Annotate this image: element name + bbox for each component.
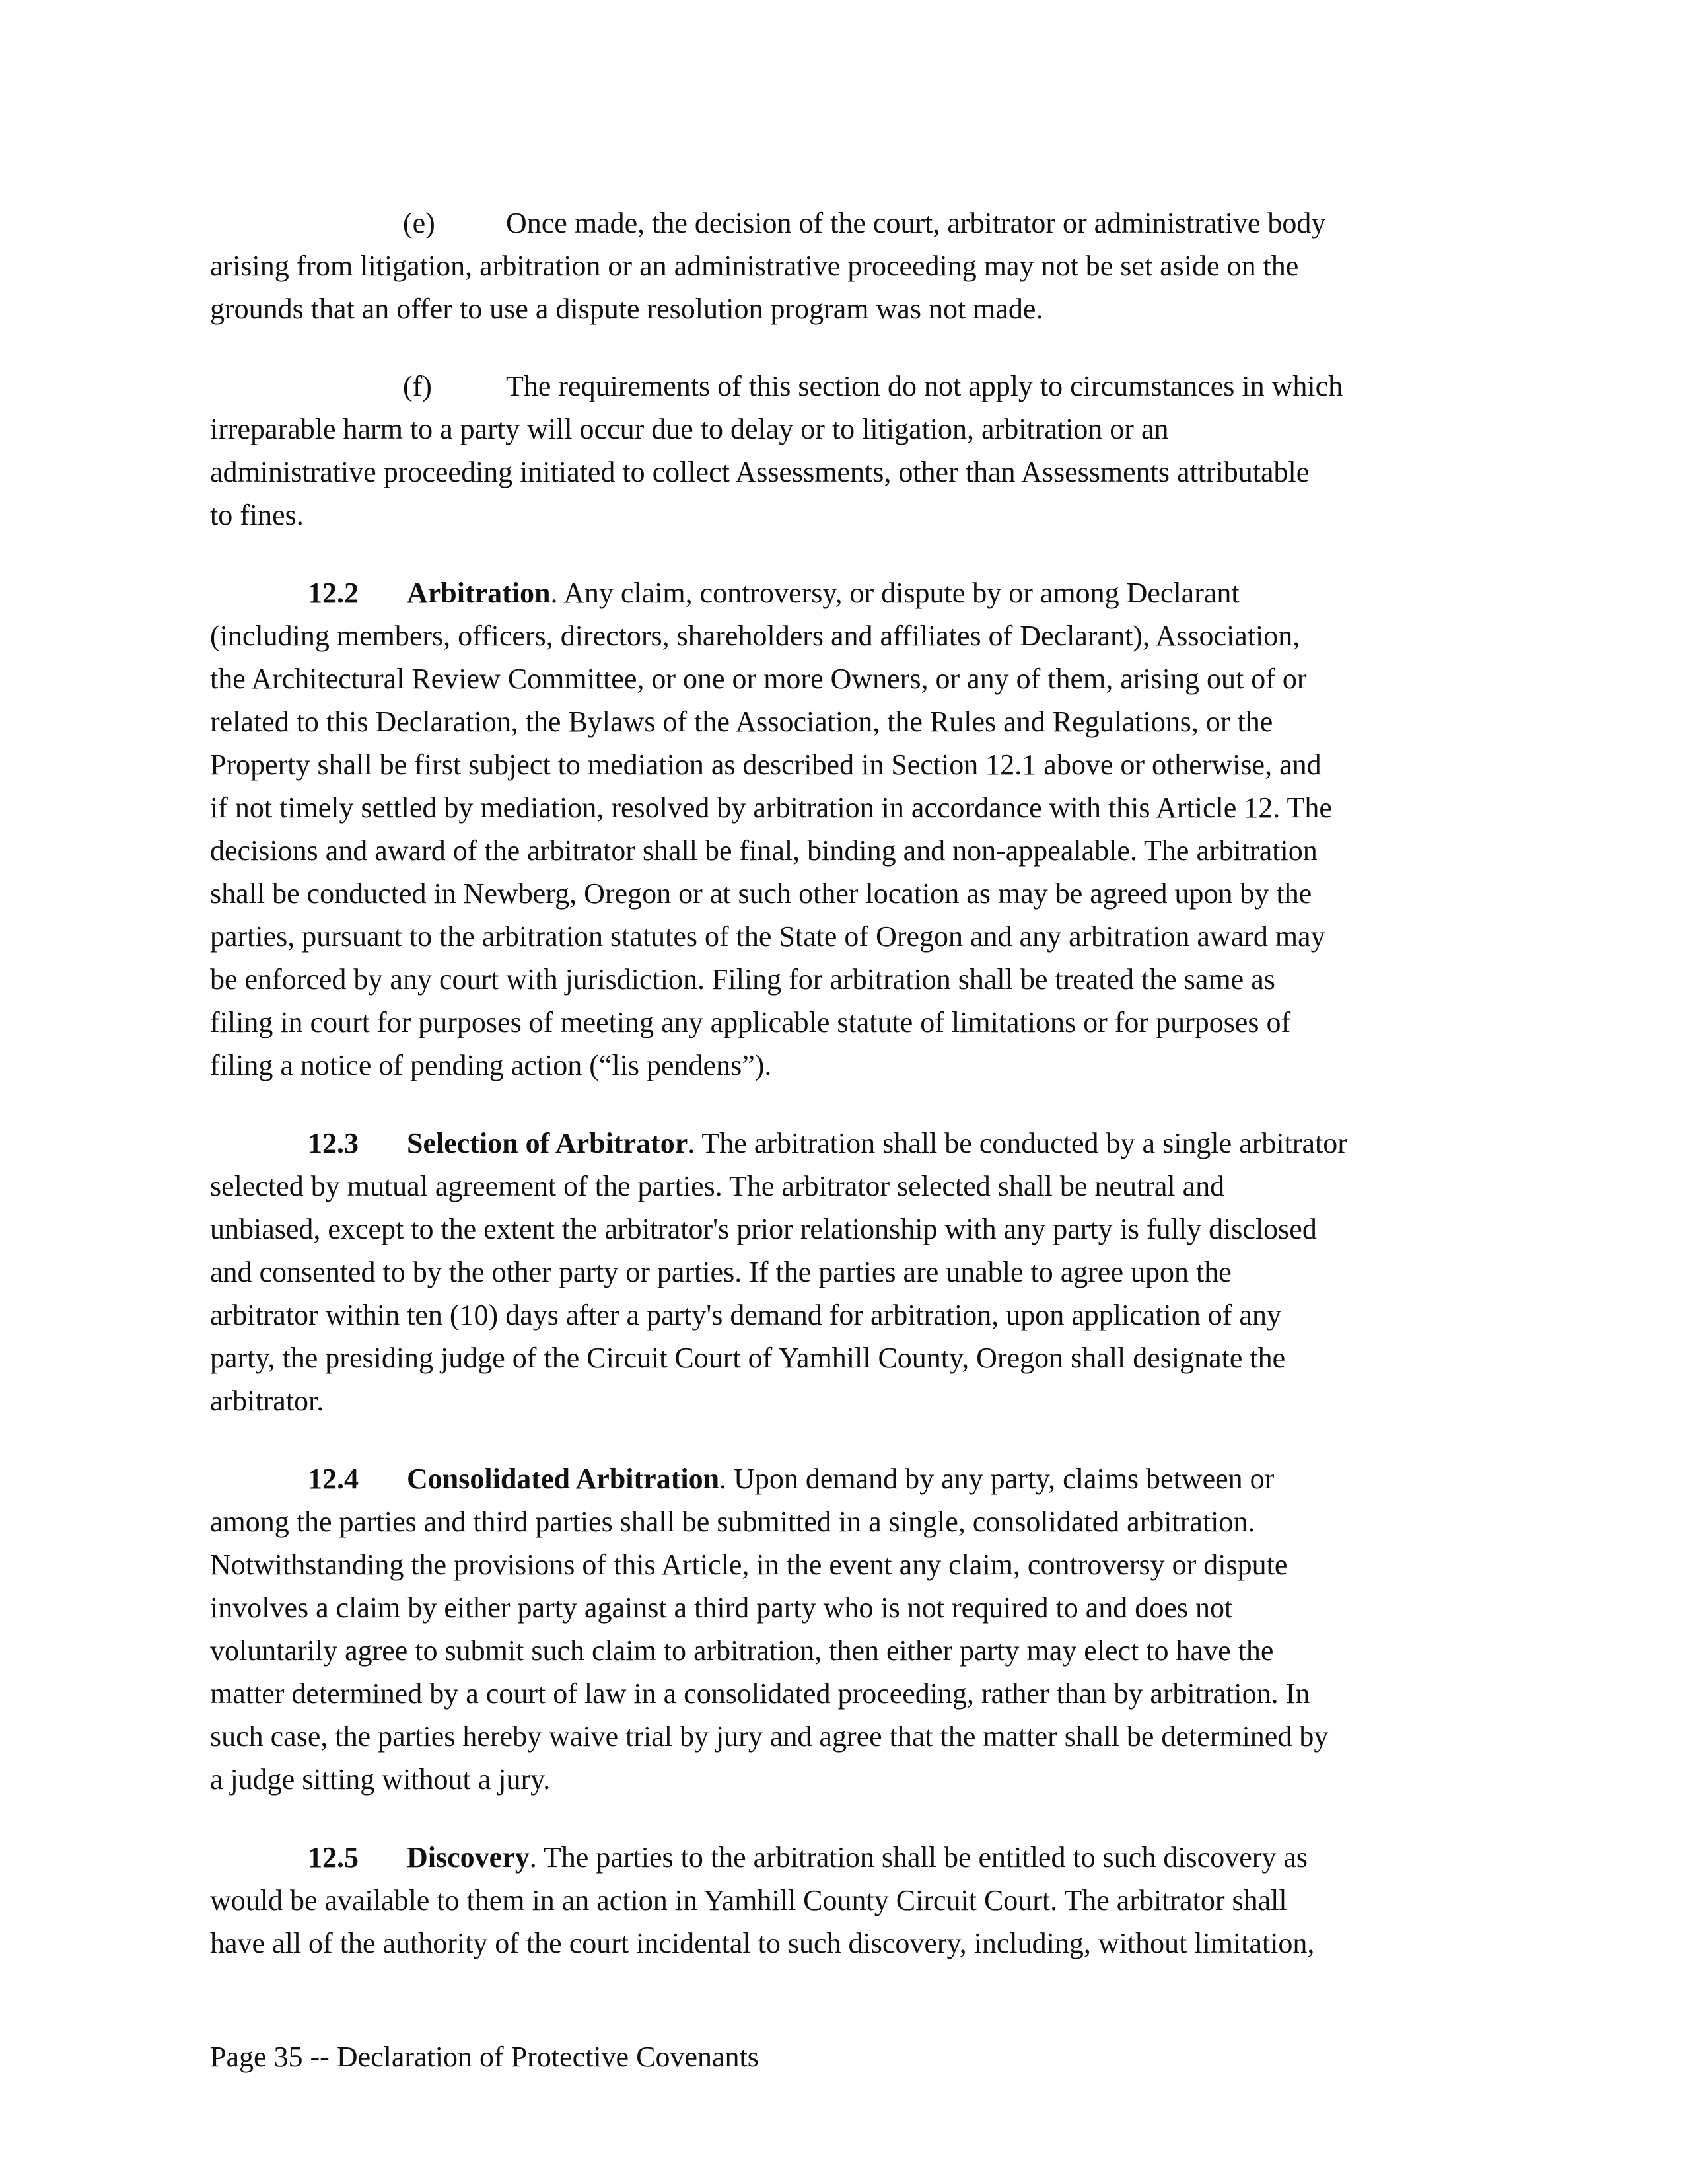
subsection-f-marker: (f) [403,370,432,402]
section-12-4-first-line-text: . Upon demand by any party, claims between or [719,1463,1275,1495]
section-12-5-heading: Discovery [407,1841,530,1874]
section-12-2-line-11: filing in court for purposes of meeting any applicable statute of limitations or for purposes of [210,1006,1291,1038]
section-12-2-line-9: parties, pursuant to the arbitration statutes of the State of Oregon and any arbitration award may [210,920,1325,953]
section-12-4-number: 12.4 [308,1463,359,1495]
section-12-4-line-3: Notwithstanding the provisions of this Article, in the event any claim, controversy or dispute [210,1548,1288,1581]
section-12-2-line-6: if not timely settled by mediation, resolved by arbitration in accordance with this Article 12. The [210,791,1332,824]
section-12-4-line-8: a judge sitting without a jury. [210,1763,551,1796]
section-12-5-first-line [407,1843,1308,1872]
section-12-4-line-5: voluntarily agree to submit such claim to arbitration, then either party may elect to have the [210,1634,1274,1667]
section-12-5-number: 12.5 [308,1841,359,1874]
section-12-3-number: 12.3 [308,1127,359,1159]
section-12-3-first-line-text: . The arbitration shall be conducted by a single arbitrator [688,1127,1347,1159]
page-footer: Page 35 -- Declaration of Protective Covenants [210,2041,759,2073]
section-12-3-line-4: and consented to by the other party or parties. If the parties are unable to agree upon the [210,1256,1232,1288]
section-12-4-line-7: such case, the parties hereby waive trial by jury and agree that the matter shall be determined by [210,1720,1329,1753]
subsection-e-line-3: grounds that an offer to use a dispute resolution program was not made. [210,293,1043,325]
section-12-2-first-line-text: . Any claim, controversy, or dispute by or among Declarant [550,577,1240,609]
section-12-3-line-5: arbitrator within ten (10) days after a party's demand for arbitration, upon application of any [210,1299,1281,1331]
section-12-2-line-2: (including members, officers, directors, shareholders and affiliates of Declarant), Association, [210,620,1300,652]
subsection-e-line-2: arising from litigation, arbitration or an administrative proceeding may not be set aside on the [210,250,1299,282]
section-12-4-line-2: among the parties and third parties shall be submitted in a single, consolidated arbitration. [210,1506,1255,1538]
subsection-e-line-1: Once made, the decision of the court, arbitrator or administrative body [506,207,1326,239]
section-12-2-line-12: filing a notice of pending action (“lis pendens”). [210,1049,772,1081]
section-12-2-line-10: be enforced by any court with jurisdiction. Filing for arbitration shall be treated the same as [210,963,1275,996]
section-12-5-line-2: would be available to them in an action in Yamhill County Circuit Court. The arbitrator shall [210,1884,1287,1916]
section-12-2-heading: Arbitration [407,577,551,609]
section-12-2-line-7: decisions and award of the arbitrator shall be final, binding and non-appealable. The arbitration [210,834,1318,867]
section-12-2-number: 12.2 [308,577,359,609]
subsection-f-line-3: administrative proceeding initiated to collect Assessments, other than Assessments attributable [210,456,1310,488]
section-12-4-line-4: involves a claim by either party against a third party who is not required to and does not [210,1591,1233,1624]
section-12-4-heading: Consolidated Arbitration [407,1463,720,1495]
section-12-4-first-line [407,1465,1274,1494]
subsection-e-marker: (e) [403,207,435,239]
section-12-2-line-4: related to this Declaration, the Bylaws of the Association, the Rules and Regulations, or the [210,706,1273,738]
section-12-3-line-2: selected by mutual agreement of the parties. The arbitrator selected shall be neutral and [210,1170,1225,1202]
section-12-3-line-6: party, the presiding judge of the Circuit Court of Yamhill County, Oregon shall designate the [210,1342,1286,1374]
subsection-f-line-4: to fines. [210,499,304,531]
section-12-2-line-3: the Architectural Review Committee, or one or more Owners, or any of them, arising out of or [210,663,1307,695]
subsection-f-line-1: The requirements of this section do not apply to circumstances in which [506,370,1343,402]
section-12-2-line-8: shall be conducted in Newberg, Oregon or at such other location as may be agreed upon by the [210,877,1312,910]
section-12-3-first-line [407,1129,1347,1158]
section-12-3-line-7: arbitrator. [210,1385,324,1417]
subsection-f-line-2: irreparable harm to a party will occur due to delay or to litigation, arbitration or an [210,413,1169,445]
section-12-2-line-5: Property shall be first subject to mediation as described in Section 12.1 above or otherwise, and [210,748,1322,781]
section-12-3-heading: Selection of Arbitrator [407,1127,688,1159]
section-12-5-first-line-text: . The parties to the arbitration shall be entitled to such discovery as [529,1841,1308,1874]
section-12-4-line-6: matter determined by a court of law in a consolidated proceeding, rather than by arbitration. In [210,1677,1310,1710]
section-12-2-first-line [407,579,1240,608]
section-12-5-line-3: have all of the authority of the court incidental to such discovery, including, without limitation, [210,1927,1315,1959]
section-12-3-line-3: unbiased, except to the extent the arbitrator's prior relationship with any party is fully disclosed [210,1213,1317,1245]
